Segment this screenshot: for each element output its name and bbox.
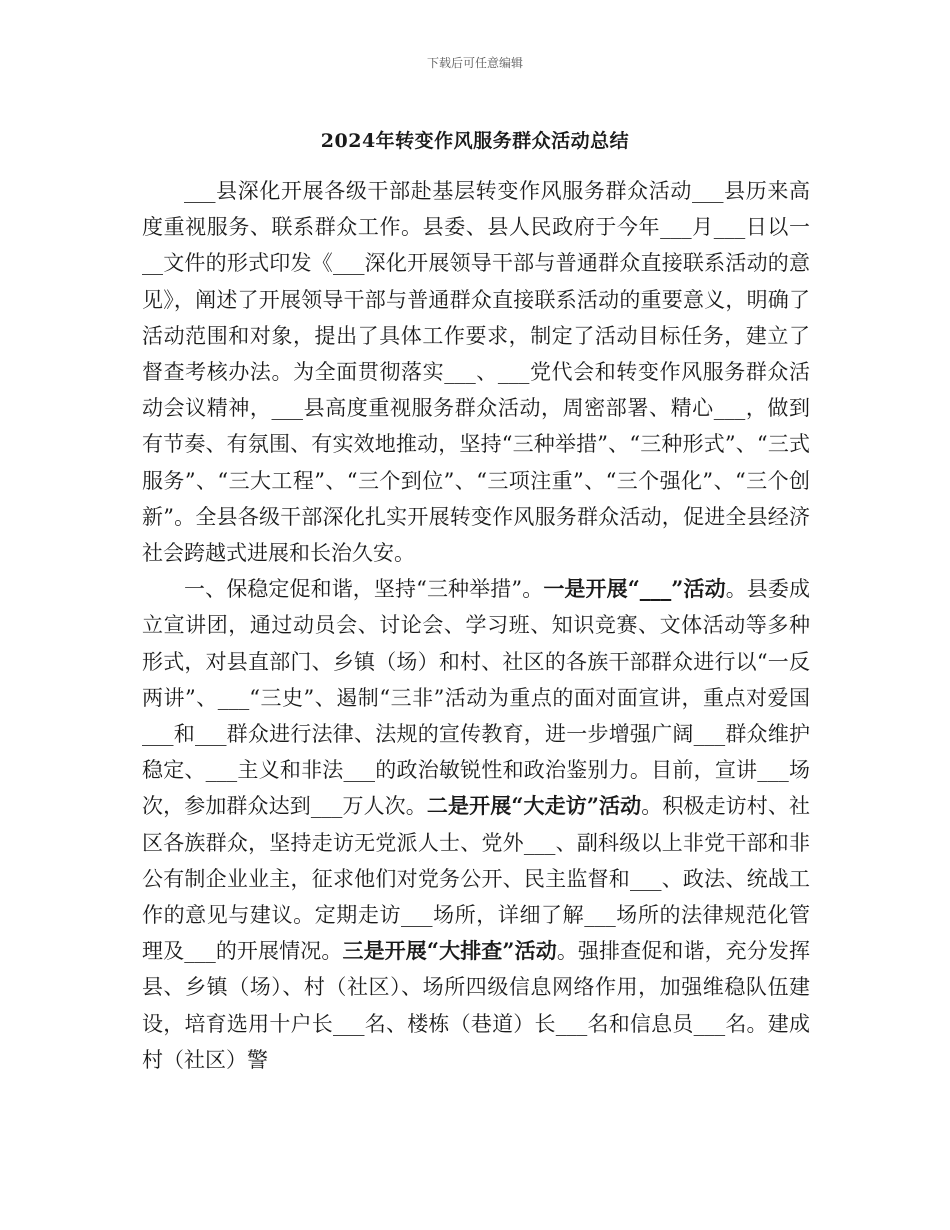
document-body [142,173,810,1078]
document-title: 2024年转变作风服务群众活动总结 [320,130,630,152]
point-one-text: 。县委成立宣讲团，通过动员会、讨论会、学习班、知识竞赛、文体活动等多种形式，对县直部门、乡镇（场）和村、社区的各族干部群众进行以“一反两讲”、___“三史”、遏制“三非”活动为重点的面对面宣讲，重点对爱国___和___群众进行法律、法规的宣传教育，进一步增强广阔___群众维护稳定、___主义和非法___的政治敏锐性和政治鉴别力。目前，宣讲___场次，参加群众达到___万人次。 [142,577,810,819]
paragraph-2 [142,571,810,1078]
point-one-heading: 一是开展“___”活动 [543,576,726,602]
point-two-heading: 二是开展“大走访”活动 [426,793,642,819]
point-three-text: 。强排查促和谐，充分发挥县、乡镇（场）、村（社区）、场所四级信息网络作用，加强维稳队伍建设，培育选用十户长___名、楼栋（巷道）长___名和信息员___名。建成村（社区）警 [142,939,810,1072]
section-heading: 一、保稳定促和谐，坚持“三种举措”。 [184,577,544,602]
point-three-heading: 三是开展“大排查”活动 [342,938,557,964]
paragraph-1-text: ___县深化开展各级干部赴基层转变作风服务群众活动___县历来高度重视服务、联系群众工作。县委、县人民政府于今年___月___日以一__文件的形式印发《___深化开展领导干部与普通群众直接联系活动的意见》，阐述了开展领导干部与普通群众直接联系活动的重要意义，明确了活动范围和对象，提出了具体工作要求，制定了活动目标任务，建立了督查考核办法。为全面贯彻落实___、___党代会和转变作风服务群众活动会议精神，___县高度重视服务群众活动，周密部署、精心___，做到有节奏、有氛围、有实效地推动，坚持“三种举措”、“三种形式”、“三式服务”、“三大工程”、“三个到位”、“三项注重”、“三个强化”、“三个创新”。全县各级干部深化扎实开展转变作风服务群众活动，促进全县经济社会跨越式进展和长治久安。 [142,179,810,566]
paragraph-1 [142,173,810,571]
point-two-text: 。积极走访村、社区各族群众，坚持走访无党派人士、党外___、副科级以上非党干部和非公有制企业业主，征求他们对党务公开、民主监督和___、政法、统战工作的意见与建议。定期走访___场所，详细了解___场所的法律规范化管理及___的开展情况。 [142,794,811,964]
page-header-note: 下载后可任意编辑 [426,56,523,70]
